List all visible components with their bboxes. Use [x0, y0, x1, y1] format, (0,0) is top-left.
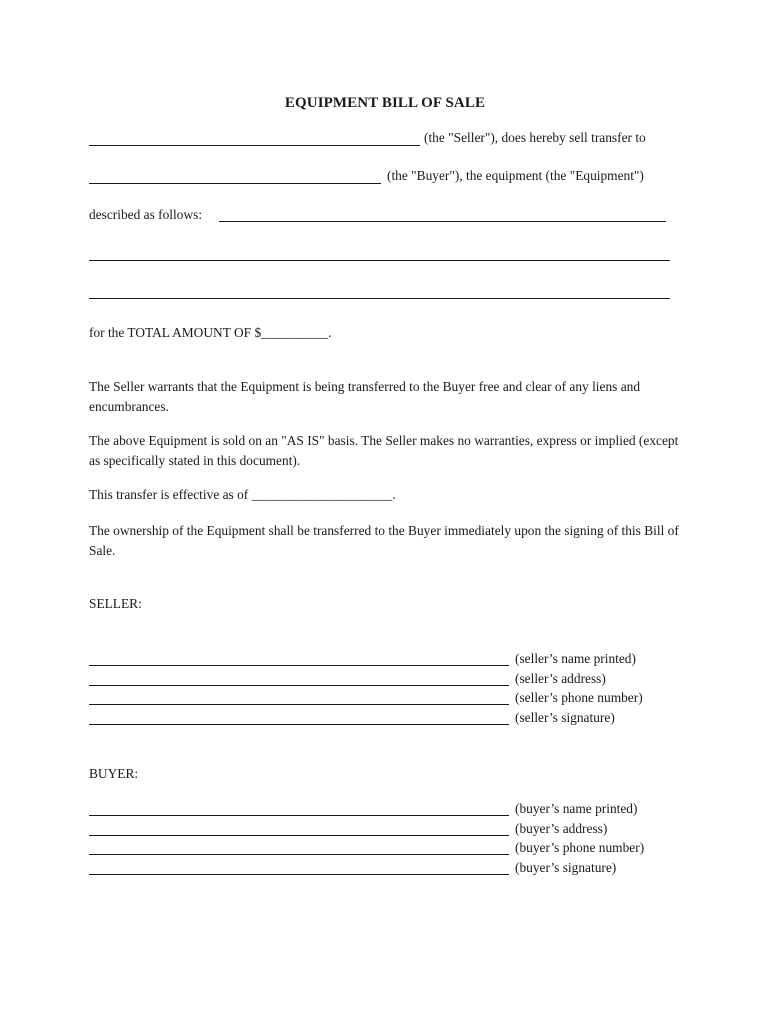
buyer-phone-label: (buyer’s phone number) — [515, 840, 645, 855]
described-label: described as follows: — [89, 207, 203, 222]
seller-name-printed-label: (seller’s name printed) — [515, 651, 636, 666]
seller-address-blank[interactable] — [89, 685, 509, 686]
seller-address-label: (seller’s address) — [515, 671, 606, 686]
buyer-signature-label: (buyer’s signature) — [515, 860, 617, 875]
effective-date-line: This transfer is effective as of _____________________. — [89, 487, 396, 502]
buyer-clause: (the "Buyer"), the equipment (the "Equipment") — [387, 168, 644, 183]
seller-signature-label: (seller’s signature) — [515, 710, 615, 725]
seller-phone-label: (seller’s phone number) — [515, 690, 643, 705]
total-amount-line: for the TOTAL AMOUNT OF $__________. — [89, 325, 332, 340]
as-is-paragraph: The above Equipment is sold on an "AS IS" basis. The Seller makes no warranties, express or implied (except as specifically stated in this document). — [89, 433, 679, 468]
seller-name-printed-blank[interactable] — [89, 665, 509, 666]
buyer-signature-blank[interactable] — [89, 874, 509, 875]
buyer-name-blank[interactable] — [89, 183, 381, 184]
seller-name-blank[interactable] — [89, 145, 420, 146]
buyer-phone-blank[interactable] — [89, 854, 509, 855]
seller-signature-blank[interactable] — [89, 724, 509, 725]
seller-heading: SELLER: — [89, 596, 142, 611]
description-blank-3[interactable] — [89, 298, 670, 299]
seller-clause: (the "Seller"), does hereby sell transfer to — [424, 130, 646, 145]
buyer-heading: BUYER: — [89, 766, 139, 781]
ownership-paragraph: The ownership of the Equipment shall be transferred to the Buyer immediately upon the signing of this Bill of Sale. — [89, 523, 679, 558]
buyer-name-printed-label: (buyer’s name printed) — [515, 801, 638, 816]
document-title: EQUIPMENT BILL OF SALE — [284, 95, 486, 111]
buyer-address-blank[interactable] — [89, 835, 509, 836]
description-blank-2[interactable] — [89, 260, 670, 261]
seller-phone-blank[interactable] — [89, 704, 509, 705]
warranty-paragraph: The Seller warrants that the Equipment is being transferred to the Buyer free and clear of any liens and encumbrances. — [89, 379, 641, 414]
description-blank-1[interactable] — [219, 221, 666, 222]
buyer-address-label: (buyer’s address) — [515, 821, 608, 836]
buyer-name-printed-blank[interactable] — [89, 815, 509, 816]
